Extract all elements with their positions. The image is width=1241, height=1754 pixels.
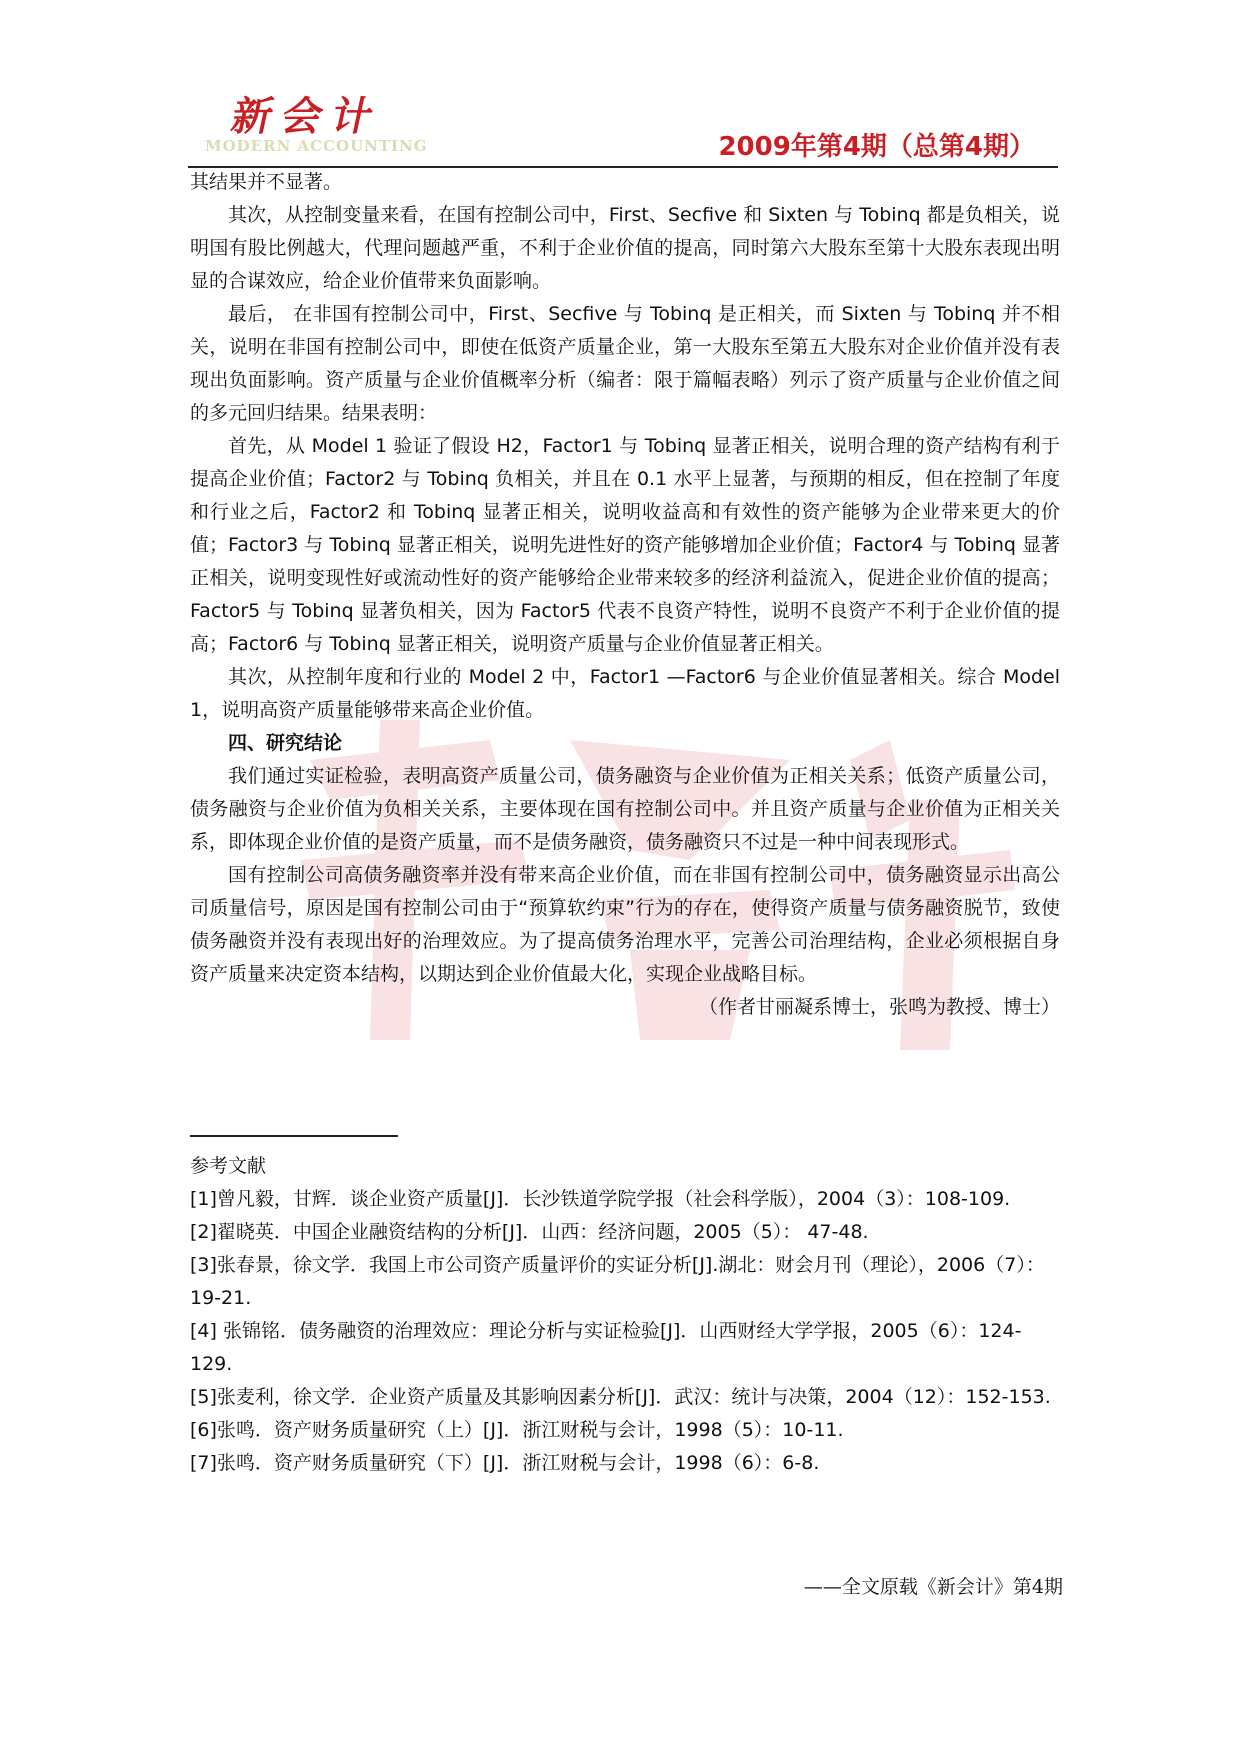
conclusion-paragraph: 国有控制公司高债务融资率并没有带来高企业价值，而在非国有控制公司中，债务融资显示出高公司质量信号，原因是国有控制公司由于“预算软约束”行为的存在，使得资产质量与债务融资脱节，致使债务融资并没有表现出好的治理效应。为了提高债务治理水平，完善公司治理结构，企业必须根据自身资产质量来决定资本结构，以期达到企业价值最大化，实现企业战略目标。 bbox=[190, 864, 1060, 985]
paragraph: 其次，从控制变量来看，在国有控制公司中，First、Secfive 和 Sixten 与 Tobinq 都是负相关，说明国有股比例越大，代理问题越严重，不利于企业价值的提高，同时第六大股东至第十大股东表现出明显的合谋效应，给企业价值带来负面影响。 bbox=[190, 204, 1060, 292]
paragraph: 最后， 在非国有控制公司中，First、Secfive 与 Tobinq 是正相关，而 Sixten 与 Tobinq 并不相关，说明在非国有控制公司中，即使在低资产质量企业，第一大股东至第五大股东对企业价值并没有表现出负面影响。资产质量与企业价值概率分析（编者：限于篇幅表略）列示了资产质量与企业价值之间的多元回归结果。结果表明： bbox=[190, 303, 1060, 424]
reference-item: [1]曾凡毅，甘辉．谈企业资产质量[J]．长沙铁道学院学报（社会科学版），2004（3）：108-109. bbox=[190, 1188, 1011, 1210]
reference-item: [6]张鸣．资产财务质量研究（上）[J]．浙江财税与会计，1998（5）：10-11. bbox=[190, 1419, 844, 1441]
references-divider bbox=[190, 1135, 398, 1137]
article-body bbox=[190, 166, 1060, 1024]
references-title: 参考文献 bbox=[190, 1155, 267, 1177]
reference-item: [7]张鸣．资产财务质量研究（下）[J]．浙江财税与会计，1998（6）：6-8. bbox=[190, 1452, 820, 1474]
reference-item: [3]张春景，徐文学．我国上市公司资产质量评价的实证分析[J].湖北：财会月刊（理论），2006（7）： 19-21. bbox=[190, 1254, 1045, 1309]
journal-logo bbox=[205, 85, 445, 165]
paragraph: 其次，从控制年度和行业的 Model 2 中，Factor1 —Factor6 与企业价值显著相关。综合 Model 1，说明高资产质量能够带来高企业价值。 bbox=[190, 666, 1060, 721]
logo-chinese-text: 新会计 bbox=[227, 93, 388, 140]
reference-item: [4] 张锦铭．债务融资的治理效应：理论分析与实证检验[J]．山西财经大学学报，2005（6）：124-129. bbox=[190, 1320, 1022, 1375]
logo-english-text: MODERN ACCOUNTING bbox=[205, 137, 428, 155]
issue-number: 2009年第4期（总第4期） bbox=[718, 132, 1035, 162]
author-byline: （作者甘丽凝系博士，张鸣为教授、博士） bbox=[698, 996, 1060, 1018]
reference-item: [2]翟晓英．中国企业融资结构的分析[J]．山西：经济问题，2005（5）： 47-48. bbox=[190, 1221, 869, 1243]
paragraph: 首先，从 Model 1 验证了假设 H2，Factor1 与 Tobinq 显著正相关，说明合理的资产结构有利于提高企业价值；Factor2 与 Tobinq 负相关，并且在 0.1 水平上显著，与预期的相反，但在控制了年度和行业之后，Factor2 和 Tobinq 显著正相关，说明收益高和有效性的资产能够为企业带来更大的价值；Factor3 与 Tobinq 显著正相关，说明先进性好的资产能够增加企业价值；Factor4 与 Tobinq 显著正相关，说明变现性好或流动性好的资产能够给企业带来较多的经济利益流入，促进企业价值的提高；Factor5 与 Tobinq 显著负相关，因为 Factor5 代表不良资产特性，说明不良资产不利于企业价值的提高；Factor6 与 Tobinq 显著正相关，说明资产质量与企业价值显著正相关。 bbox=[190, 435, 1060, 655]
references-list bbox=[190, 1150, 1060, 1480]
reference-item: [5]张麦利，徐文学．企业资产质量及其影响因素分析[J]．武汉：统计与决策，2004（12）：152-153. bbox=[190, 1386, 1051, 1408]
paragraph: 其结果并不显著。 bbox=[190, 171, 343, 193]
conclusion-paragraph: 我们通过实证检验，表明高资产质量公司，债务融资与企业价值为正相关关系；低资产质量公司，债务融资与企业价值为负相关关系，主要体现在国有控制公司中。并且资产质量与企业价值为正相关关系，即体现企业价值的是资产质量，而不是债务融资，债务融资只不过是一种中间表现形式。 bbox=[190, 765, 1060, 853]
source-note: ——全文原载《新会计》第4期 bbox=[803, 1576, 1063, 1598]
section-heading: 四、研究结论 bbox=[228, 732, 343, 754]
